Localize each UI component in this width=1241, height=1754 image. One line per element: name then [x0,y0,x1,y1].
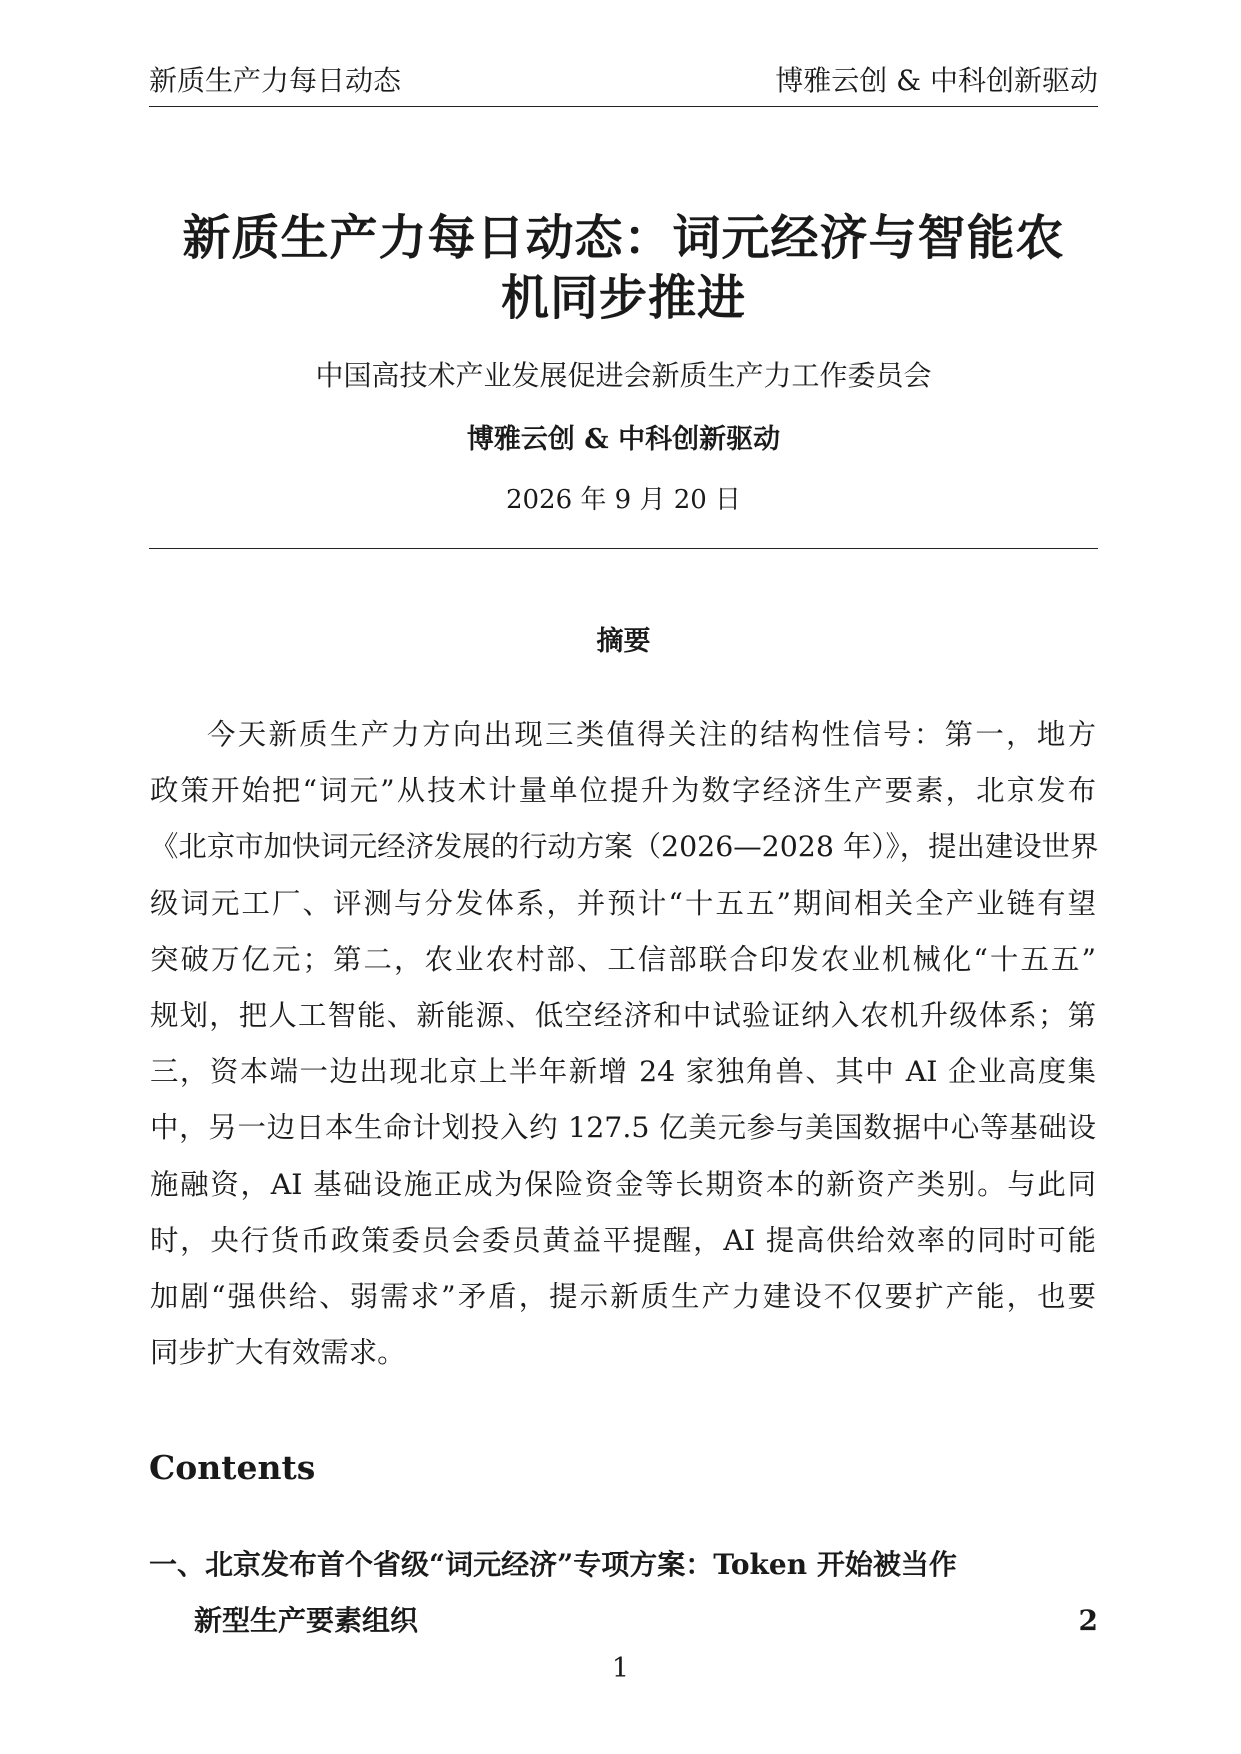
header-right-text: 博雅云创 & 中科创新驱动 [775,64,1098,97]
header-left-text: 新质生产力每日动态 [149,64,402,97]
abstract-line: 规划，把人工智能、新能源、低空经济和中试验证纳入农机升级体系；第 [150,999,1096,1033]
title-block [149,208,1098,518]
abstract-line: 时，央行货币政策委员会委员黄益平提醒，AI 提高供给效率的同时可能 [150,1223,1096,1257]
page-number: 1 [611,1653,630,1684]
abstract-line: 中，另一边日本生命计划投入约 127.5 亿美元参与美国数据中心等基础设 [150,1111,1096,1145]
abstract-heading: 摘要 [596,626,651,657]
document-title [149,208,1098,328]
abstract-line: 加剧“强供给、弱需求”矛盾，提示新质生产力建设不仅要扩产能，也要 [150,1280,1096,1314]
date-line: 2026 年 9 月 20 日 [505,485,742,515]
toc-entry-line-2 [149,1593,1098,1649]
title-line-2: 机同步推进 [500,270,746,326]
abstract-line: 政策开始把“词元”从技术计量单位提升为数字经济生产要素，北京发布 [150,774,1096,808]
toc-entry-page-number[interactable]: 2 [1078,1604,1098,1637]
organization-line: 中国高技术产业发展促进会新质生产力工作委员会 [315,359,932,392]
abstract-line: 三，资本端一边出现北京上半年新增 24 家独角兽、其中 AI 企业高度集 [150,1055,1096,1089]
contents-heading: Contents [149,1448,316,1487]
title-line-1: 新质生产力每日动态：词元经济与智能农 [182,210,1065,266]
abstract-line: 今天新质生产力方向出现三类值得关注的结构性信号：第一，地方 [207,718,1096,751]
abstract-line: 突破万亿元；第二，农业农村部、工信部联合印发农业机械化“十五五” [150,942,1096,976]
title-divider [149,548,1098,549]
authors-line: 博雅云创 & 中科创新驱动 [466,424,781,455]
abstract-line: 同步扩大有效需求。 [150,1336,406,1370]
running-header [149,64,1098,107]
abstract-line: 《北京市加快词元经济发展的行动方案（2026—2028 年）》，提出建设世界 [150,830,1099,864]
toc-entry-title-line-2[interactable]: 新型生产要素组织 [194,1604,419,1637]
abstract-body [150,707,1099,1381]
abstract-line: 施融资，AI 基础设施正成为保险资金等长期资本的新资产类别。与此同 [150,1167,1096,1201]
toc-entry[interactable] [149,1537,1098,1649]
toc-entry-title-line-1[interactable]: 一、北京发布首个省级“词元经济”专项方案：Token 开始被当作 [149,1548,957,1581]
abstract-line: 级词元工厂、评测与分发体系，并预计“十五五”期间相关全产业链有望 [150,886,1096,920]
